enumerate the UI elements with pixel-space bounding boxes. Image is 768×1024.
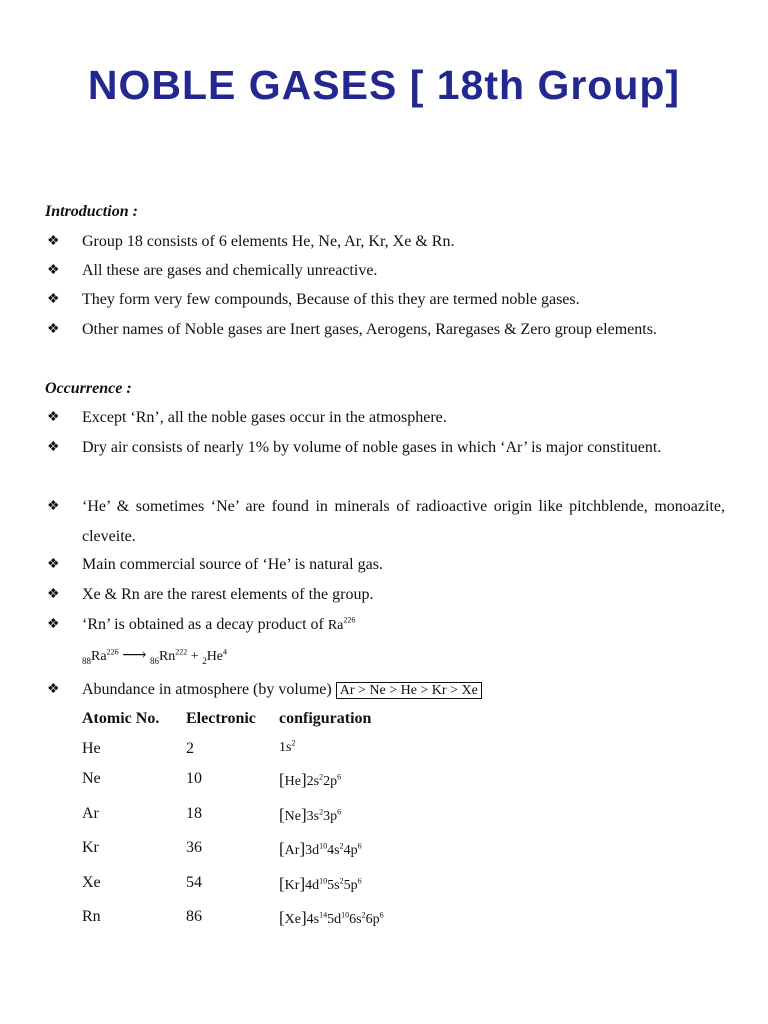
diamond-bullet-icon: ❖ bbox=[47, 440, 60, 455]
atomic-number: 10 bbox=[186, 770, 202, 787]
decay-element: Ra bbox=[327, 618, 344, 633]
list-item: ❖ Group 18 consists of 6 elements He, Ne, Ar, Kr, Xe & Rn. bbox=[47, 227, 725, 257]
list-item: ❖ Xe & Rn are the rarest elements of the group. bbox=[47, 580, 725, 610]
orbital: 4p bbox=[343, 843, 358, 858]
core-config: Xe bbox=[284, 912, 301, 927]
header-configuration: configuration bbox=[279, 710, 372, 727]
diamond-bullet-icon: ❖ bbox=[47, 557, 60, 572]
decay-mass: 226 bbox=[343, 615, 356, 625]
orbital: 3p bbox=[323, 809, 338, 824]
diamond-bullet-icon: ❖ bbox=[47, 617, 60, 632]
electron-count: 6 bbox=[357, 841, 362, 851]
diamond-bullet-icon: ❖ bbox=[47, 682, 60, 697]
atomic-number: 86 bbox=[186, 908, 202, 925]
table-row bbox=[82, 839, 582, 863]
diamond-bullet-icon: ❖ bbox=[47, 587, 60, 602]
orbital: 2s bbox=[306, 774, 320, 789]
page-title: NOBLE GASES [ 18th Group] bbox=[87, 62, 681, 108]
element-symbol: Rn bbox=[82, 908, 101, 925]
orbital: 4s bbox=[306, 912, 320, 927]
electronic-configuration: $[Ar]3d^{10}4s^24p^6$ bbox=[279, 839, 362, 858]
electronic-configuration: $[He]2s^22p^6$ bbox=[279, 770, 342, 789]
header-electronic: Electronic bbox=[186, 710, 256, 727]
introduction-heading: Introduction : bbox=[45, 203, 138, 220]
list-item: ❖ All these are gases and chemically unreactive. bbox=[47, 256, 725, 286]
electron-count: 2 bbox=[361, 910, 366, 920]
electronic-configuration bbox=[279, 740, 295, 756]
table-row bbox=[82, 874, 582, 898]
element-symbol: He bbox=[82, 740, 101, 757]
diamond-bullet-icon: ❖ bbox=[47, 292, 60, 307]
electronic-configuration: $[Xe]4s^{14}5d^{10}6s^26p^6$ bbox=[279, 908, 384, 927]
core-config: He bbox=[284, 774, 301, 789]
core-config: Ne bbox=[284, 809, 301, 824]
list-item: ❖ ‘Rn’ is obtained as a decay product of Ra$^{226}$ bbox=[47, 610, 725, 641]
electronic-configuration: $[Ne]3s^23p^6$ bbox=[279, 805, 342, 824]
occurrence-heading: Occurrence : bbox=[45, 380, 132, 397]
electron-count: 2 bbox=[339, 876, 344, 886]
diamond-bullet-icon: ❖ bbox=[47, 410, 60, 425]
electronic-configuration: $[Kr]4d^{10}5s^25p^6$ bbox=[279, 874, 362, 893]
electron-count: 2 bbox=[319, 807, 324, 817]
element-symbol: Ar bbox=[82, 805, 99, 822]
list-item: ❖ Abundance in atmosphere (by volume) Ar > Ne > He > Kr > Xe bbox=[47, 675, 725, 706]
table-row bbox=[82, 805, 582, 829]
list-item: ❖ Other names of Noble gases are Inert gases, Aerogens, Raregases & Zero group elements. bbox=[47, 315, 725, 345]
abundance-box: Ar > Ne > He > Kr > Xe bbox=[336, 682, 482, 699]
core-config: Kr bbox=[284, 878, 300, 893]
electron-count: 2 bbox=[291, 738, 296, 748]
electron-count: 6 bbox=[337, 807, 342, 817]
orbital: 5d bbox=[327, 912, 342, 927]
orbital: 5s bbox=[327, 878, 340, 893]
core-config: Ar bbox=[284, 843, 300, 858]
diamond-bullet-icon: ❖ bbox=[47, 322, 60, 337]
diamond-bullet-icon: ❖ bbox=[47, 499, 60, 514]
reaction-arrow-icon: ⟶ bbox=[122, 645, 147, 664]
electron-count: 6 bbox=[337, 772, 342, 782]
atomic-number: 18 bbox=[186, 805, 202, 822]
electron-count: 2 bbox=[339, 841, 344, 851]
electron-count: 14 bbox=[319, 910, 328, 920]
electron-count: 10 bbox=[341, 910, 350, 920]
decay-equation: $_{88}Ra^{226}$ ⟶ $_{86}Rn^{222} + _2He^4$ bbox=[82, 645, 228, 666]
orbital: 1s bbox=[279, 740, 292, 755]
orbital: 3s bbox=[306, 809, 320, 824]
electron-count: 6 bbox=[357, 876, 362, 886]
diamond-bullet-icon: ❖ bbox=[47, 263, 60, 278]
orbital: 6p bbox=[365, 912, 380, 927]
list-item: ❖ Dry air consists of nearly 1% by volume of noble gases in which ‘Ar’ is major constituent. bbox=[47, 433, 725, 463]
element-symbol: Ne bbox=[82, 770, 101, 787]
element-symbol: Xe bbox=[82, 874, 101, 891]
orbital: 5p bbox=[343, 878, 358, 893]
atomic-number: 54 bbox=[186, 874, 202, 891]
header-atomic-no: Atomic No. bbox=[82, 710, 160, 727]
orbital: 2p bbox=[323, 774, 338, 789]
list-item: ❖ They form very few compounds, Because of this they are termed noble gases. bbox=[47, 285, 725, 315]
list-item: ❖ ‘He’ & sometimes ‘Ne’ are found in minerals of radioactive origin like pitchblende, monoazite, cleveite. bbox=[47, 492, 725, 551]
electron-count: 6 bbox=[379, 910, 384, 920]
electron-count: 10 bbox=[319, 876, 328, 886]
atomic-number: 36 bbox=[186, 839, 202, 856]
orbital: 3d bbox=[305, 843, 320, 858]
table-row bbox=[82, 908, 582, 932]
orbital: 4s bbox=[327, 843, 340, 858]
diamond-bullet-icon: ❖ bbox=[47, 234, 60, 249]
electron-count: 10 bbox=[319, 841, 328, 851]
table-row bbox=[82, 770, 582, 794]
atomic-number: 2 bbox=[186, 740, 194, 757]
orbital: 6s bbox=[349, 912, 362, 927]
orbital: 4d bbox=[305, 878, 320, 893]
electron-count: 2 bbox=[319, 772, 324, 782]
element-symbol: Kr bbox=[82, 839, 99, 856]
list-item: ❖ Except ‘Rn’, all the noble gases occur in the atmosphere. bbox=[47, 403, 725, 433]
table-row bbox=[82, 740, 582, 764]
list-item: ❖ Main commercial source of ‘He’ is natural gas. bbox=[47, 550, 725, 580]
